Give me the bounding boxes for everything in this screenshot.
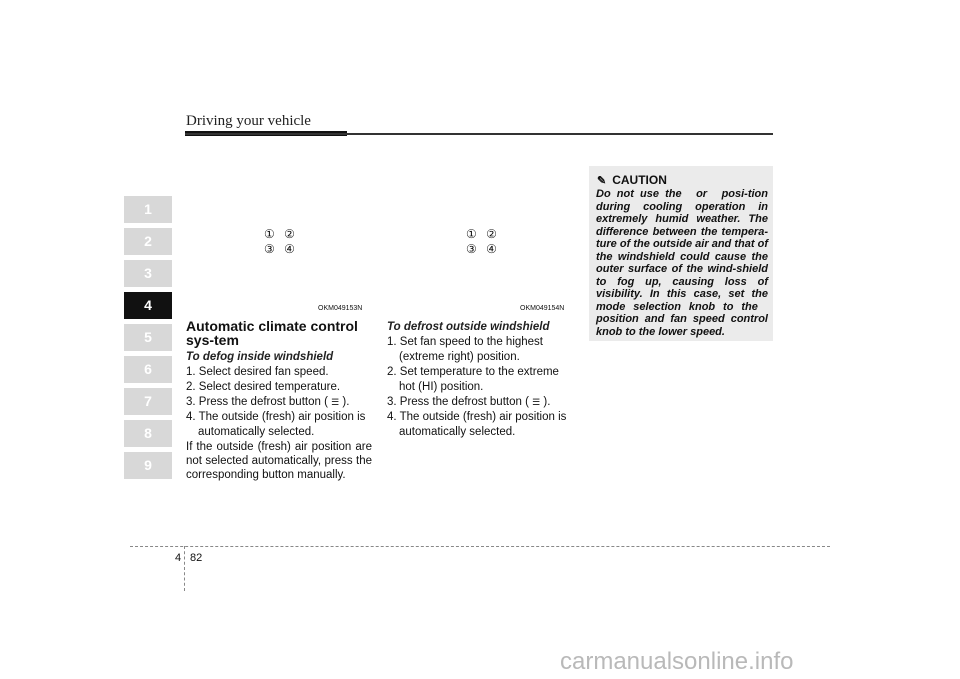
figure-1-callouts xyxy=(264,227,298,257)
defrost-step-3-end: ). xyxy=(540,396,551,408)
footer-page-number: 82 xyxy=(190,552,203,564)
caution-title: CAUTION xyxy=(612,173,667,187)
figure-2-code: OKM049154N xyxy=(520,305,565,312)
chapter-tab-7[interactable]: 7 xyxy=(124,388,172,415)
defog-note: If the outside (fresh) air position are not selected automatically, press the corresponding button manually. xyxy=(186,441,372,481)
defog-step-3 xyxy=(186,395,372,409)
defrost-step-2: 2. Set temperature to the extreme xyxy=(387,366,559,378)
chapter-tab-8[interactable]: 8 xyxy=(124,420,172,447)
defrost-icon: ☰ xyxy=(331,397,340,407)
chapter-tab-9[interactable]: 9 xyxy=(124,452,172,479)
defrost-subheading: To defrost outside windshield xyxy=(387,321,550,333)
caution-heading xyxy=(597,173,667,187)
chapter-tab-5[interactable]: 5 xyxy=(124,324,172,351)
figure-1-code: OKM049153N xyxy=(318,305,363,312)
chapter-tabs xyxy=(124,196,172,484)
defog-step-1: 1. Select desired fan speed. xyxy=(186,366,329,378)
defrost-step-4-continued: automatically selected. xyxy=(399,426,516,438)
defog-step-3-text: 3. Press the defrost button ( xyxy=(186,396,332,408)
defog-step-4: 4. The outside (fresh) air position is xyxy=(186,411,366,423)
defrost-step-1: 1. Set fan speed to the highest xyxy=(387,336,544,348)
defog-step-3-end: ). xyxy=(339,396,350,408)
figure-2-callout-row-1: ① ② xyxy=(466,227,500,241)
defrost-icon: ☰ xyxy=(532,397,541,407)
footer-rule xyxy=(130,546,830,547)
defog-subheading: To defog inside windshield xyxy=(186,351,334,363)
figure-2-callouts xyxy=(466,227,500,257)
defrost-step-1-continued: (extreme right) position. xyxy=(399,351,520,363)
defog-step-2: 2. Select desired temperature. xyxy=(186,381,341,393)
defrost-step-3 xyxy=(387,395,573,409)
footer-divider xyxy=(184,546,185,591)
header-rule xyxy=(185,133,773,135)
chapter-tab-6[interactable]: 6 xyxy=(124,356,172,383)
figure-1-callout-row-2: ③ ④ xyxy=(264,242,298,256)
watermark: carmanualsonline.info xyxy=(560,648,794,675)
chapter-tab-1[interactable]: 1 xyxy=(124,196,172,223)
defrost-step-2-continued: hot (HI) position. xyxy=(399,381,484,393)
left-column xyxy=(186,319,372,482)
figure-2-callout-row-2: ③ ④ xyxy=(466,242,500,256)
section-heading: Automatic climate control sys-tem xyxy=(186,318,358,348)
caution-box xyxy=(589,166,773,341)
defrost-step-4: 4. The outside (fresh) air position is xyxy=(387,411,567,423)
chapter-tab-3[interactable]: 3 xyxy=(124,260,172,287)
middle-column xyxy=(387,317,573,440)
defog-step-4-continued: automatically selected. xyxy=(198,426,315,438)
footer-chapter-number: 4 xyxy=(175,552,182,564)
defrost-step-3-text: 3. Press the defrost button ( xyxy=(387,396,533,408)
chapter-tab-2[interactable]: 2 xyxy=(124,228,172,255)
figure-1-callout-row-1: ① ② xyxy=(264,227,298,241)
chapter-tab-4[interactable]: 4 xyxy=(124,292,172,319)
caution-text: Do not use the or posi-tion during cooling operation in extremely humid weather. The difference between the tempera-ture of the outside air and that of the windshield could cause the outer surface of the wind-shield to fog up, causing loss of visibility. In this case, set the mode selection knob to the position and fan speed control knob to the lower speed. xyxy=(596,188,768,338)
caution-pencil-icon: ✎ xyxy=(597,175,607,187)
page-header-title: Driving your vehicle xyxy=(186,113,311,129)
